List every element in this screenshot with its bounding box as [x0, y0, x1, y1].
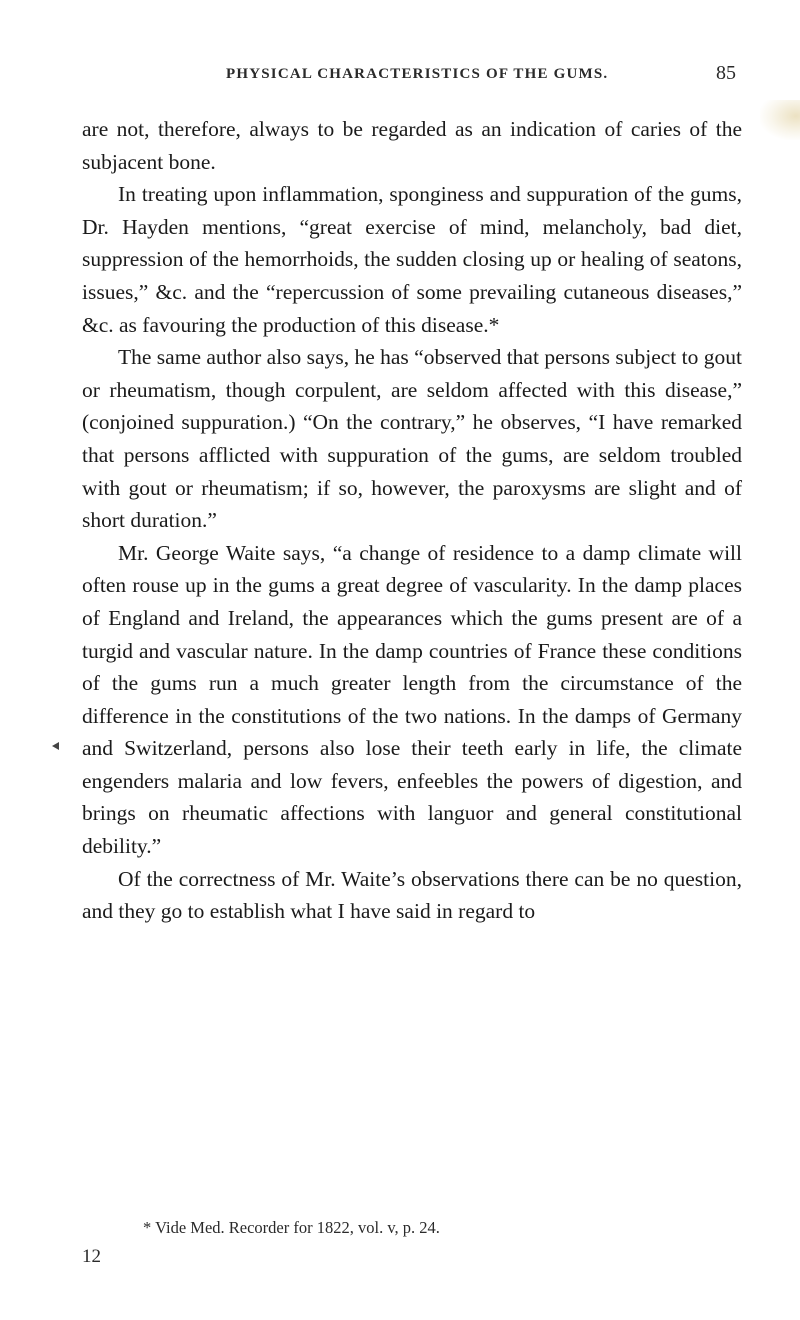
page-number: 85 [716, 62, 736, 84]
running-title: PHYSICAL CHARACTERISTICS OF THE GUMS. [226, 66, 609, 82]
body-text [82, 113, 742, 928]
paragraph-hayden-gout: The same author also says, he has “observed that persons subject to gout or rheumatism, though corpulent, are seldom affected with this disease,” (conjoined suppuration.) “On the contrary,” he observes, “I have remarked that persons afflicted with suppuration of the gums, are seldom troubled with gout or rheumatism; if so, however, the paroxysms are slight and of short duration.” [82, 345, 742, 533]
paragraph-waite-climate: Mr. George Waite says, “a change of residence to a damp climate will often rouse up in the gums a great degree of vascularity. In the damp places of England and Ireland, the appearances which the gums present are of a turgid and vascular nature. In the damp countries of France these conditions of the gums run a much greater length from the circumstance of the difference in the constitutions of the two nations. In the damps of Germany and Switzerland, persons also lose their teeth early in life, the climate engenders malaria and low fevers, enfeebles the powers of digestion, and brings on rheumatic affections with languor and general constitutional debility.” [82, 540, 742, 859]
paper-stain [760, 100, 800, 140]
footnote: * Vide Med. Recorder for 1822, vol. v, p. 24. [143, 1218, 440, 1237]
paragraph-continuation: are not, therefore, always to be regarded as an indication of caries of the subjacent bone. [82, 117, 742, 174]
paragraph-correctness: Of the correctness of Mr. Waite’s observations there can be no question, and they go to establish what I have said in regard to [82, 866, 742, 924]
running-head [226, 62, 736, 88]
signature-mark: 12 [82, 1246, 101, 1267]
margin-mark [52, 742, 59, 750]
paragraph-hayden-inflammation: In treating upon inflammation, sponginess and suppuration of the gums, Dr. Hayden mentions, “great exercise of mind, melancholy, bad diet, suppression of the hemorrhoids, the sudden closing up or healing of seatons, issues,” &c. and the “repercussion of some prevailing cutaneous diseases,” &c. as favouring the production of this disease.* [82, 182, 742, 337]
